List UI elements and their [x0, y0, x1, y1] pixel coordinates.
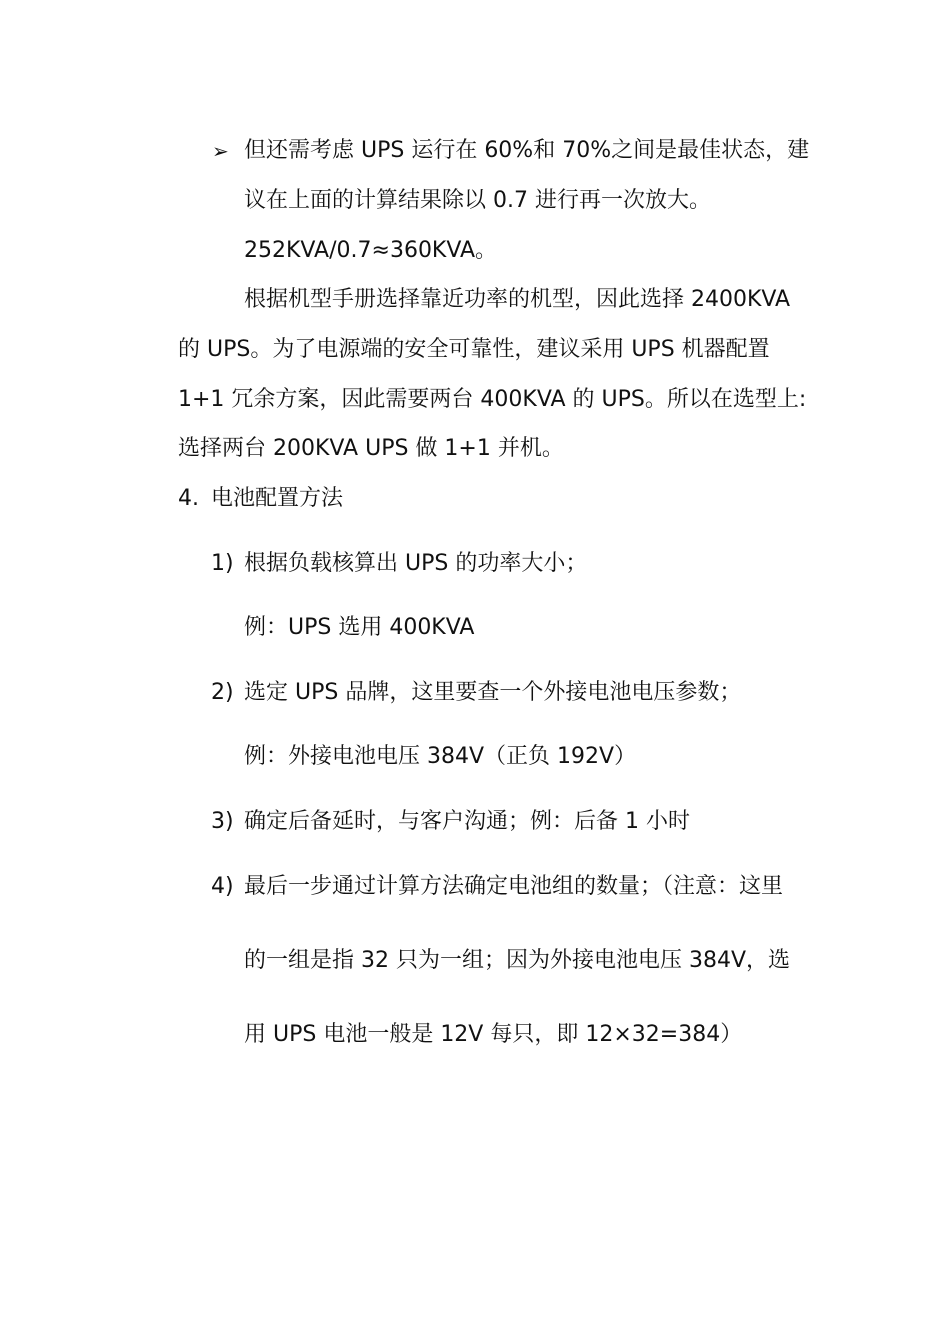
step-example: 例：UPS 选用 400KVA — [244, 615, 475, 640]
paragraph-line: 1+1 冗余方案，因此需要两台 400KVA 的 UPS。所以在选型上: — [178, 387, 807, 412]
section-number: 4. — [178, 486, 199, 511]
step-marker: 4) — [211, 874, 234, 899]
step-text: 根据负载核算出 UPS 的功率大小； — [244, 551, 588, 576]
step-marker: 2) — [211, 680, 234, 705]
section-title: 电池配置方法 — [211, 486, 344, 511]
arrow-bullet-icon: ➢ — [212, 139, 229, 163]
step-text: 选定 UPS 品牌，这里要查一个外接电池电压参数； — [244, 680, 742, 705]
paragraph-line: 选择两台 200KVA UPS 做 1+1 并机。 — [178, 436, 564, 461]
step-marker: 1) — [211, 551, 234, 576]
paragraph-line: 议在上面的计算结果除以 0.7 进行再一次放大。 — [244, 188, 711, 213]
step-continuation: 的一组是指 32 只为一组；因为外接电池电压 384V，选 — [244, 948, 791, 973]
step-marker: 3) — [211, 809, 234, 834]
step-example: 例：外接电池电压 384V（正负 192V） — [244, 744, 637, 769]
step-continuation: 用 UPS 电池一般是 12V 每只，即 12×32=384） — [244, 1022, 743, 1047]
paragraph-line: 的 UPS。为了电源端的安全可靠性，建议采用 UPS 机器配置 — [178, 337, 770, 362]
paragraph-line: 252KVA/0.7≈360KVA。 — [244, 238, 498, 263]
step-text: 最后一步通过计算方法确定电池组的数量；（注意：这里 — [244, 874, 784, 899]
paragraph-line: 根据机型手册选择靠近功率的机型，因此选择 2400KVA — [244, 287, 791, 312]
step-text: 确定后备延时，与客户沟通；例：后备 1 小时 — [244, 809, 690, 834]
paragraph-line: 但还需考虑 UPS 运行在 60%和 70%之间是最佳状态，建 — [244, 138, 810, 163]
